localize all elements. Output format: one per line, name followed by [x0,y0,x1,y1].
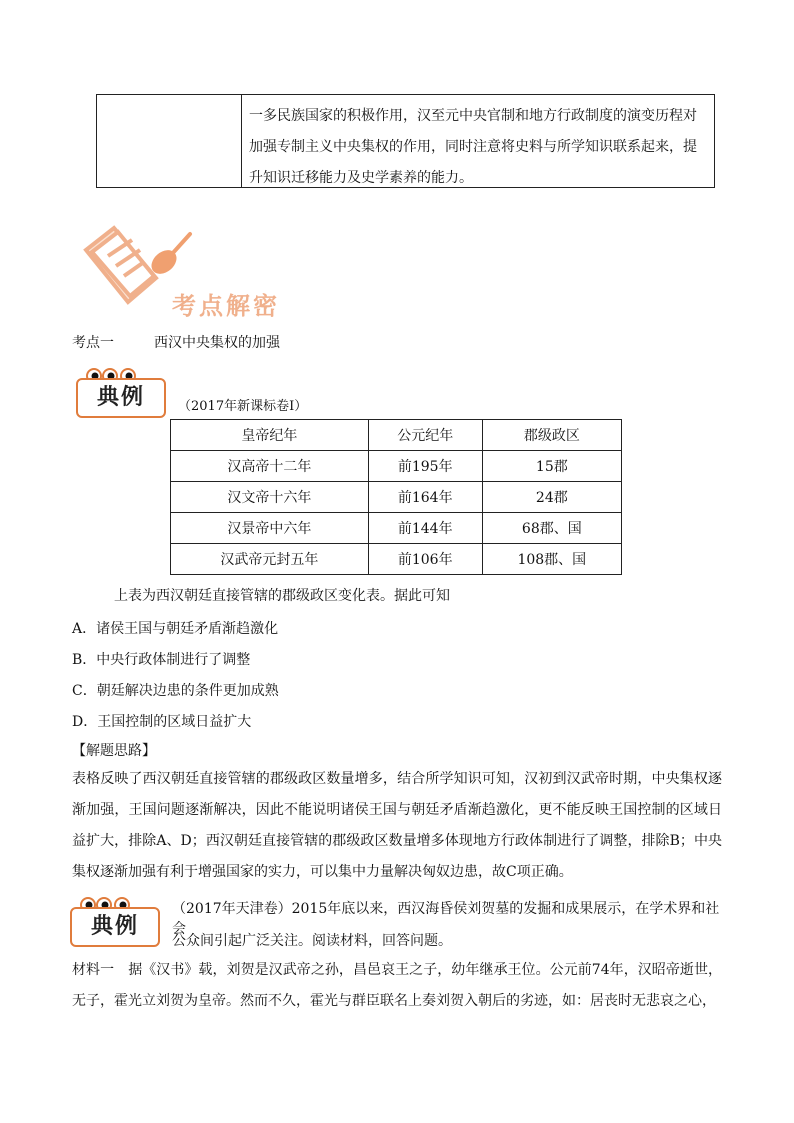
option-a: A．诸侯王国与朝廷矛盾渐趋激化 [72,621,279,637]
option-c: C．朝廷解决边患的条件更加成熟 [72,683,279,699]
requirements-text: 一多民族国家的积极作用，汉至元中央官制和地方行政制度的演变历程对加强专制主义中央集权的作用，同时注意将史料与所学知识联系起来，提升知识迁移能力及史学素养的能力。 [249,108,697,186]
table-cell: 108郡、国 [482,544,621,575]
county-table [170,419,622,575]
table-header: 郡级政区 [482,420,621,451]
analysis-heading: 【解题思路】 [72,743,156,759]
table-cell: 前144年 [368,513,482,544]
table-row [171,513,622,544]
table-cell: 汉武帝元封五年 [171,544,369,575]
table-cell: 汉高帝十二年 [171,451,369,482]
material-text: 材料一 据《汉书》载，刘贺是汉武帝之孙，昌邑哀王之子，幼年继承王位。公元前74年，汉昭帝逝世，无子，霍光立刘贺为皇帝。然而不久，霍光与群臣联名上奏刘贺入朝后的劣迹，如：居丧时无悲哀之心， [72,962,722,1009]
requirements-table [96,94,715,188]
example-badge [76,368,170,420]
analysis-text: 表格反映了西汉朝廷直接管辖的郡级政区数量增多，结合所学知识可知，汉初到汉武帝时期，中央集权逐渐加强，王国问题逐渐解决，因此不能说明诸侯王国与朝廷矛盾渐趋激化，更不能反映王国控制的区域日益扩大，排除A、D；西汉朝廷直接管辖的郡级政区数量增多体现地方行政体制进行了调整，排除B；中央集权逐渐加强有利于增强国家的实力，可以集中力量解决匈奴边患，故C项正确。 [72,771,722,880]
table-divider [241,95,242,187]
option-b: B．中央行政体制进行了调整 [72,652,251,668]
table-row [171,451,622,482]
table-header: 皇帝纪年 [171,420,369,451]
table-cell: 24郡 [482,482,621,513]
table-row [171,544,622,575]
kaodian-heading [72,332,280,352]
table-header: 公元纪年 [368,420,482,451]
example2-intro-line1: （2017年天津卷）2015年底以来，西汉海昏侯刘贺墓的发掘和成果展示，在学术界和社会 [172,901,720,937]
kaodian-title: 西汉中央集权的加强 [154,335,280,351]
example-badge [70,897,164,949]
question-text: 上表为西汉朝廷直接管辖的郡级政区变化表。据此可知 [114,588,450,604]
table-cell: 前106年 [368,544,482,575]
table-row [171,482,622,513]
table-cell: 前195年 [368,451,482,482]
option-d: D．王国控制的区域日益扩大 [72,714,252,730]
example2-intro-line2: 公众间引起广泛关注。阅读材料，回答问题。 [172,933,452,949]
section-banner-title: 考点解密 [172,291,280,320]
table-cell: 前164年 [368,482,482,513]
badge-label: 典例 [76,378,166,418]
table-cell: 汉文帝十六年 [171,482,369,513]
badge-label: 典例 [70,907,160,947]
table-cell: 15郡 [482,451,621,482]
table-cell: 汉景帝中六年 [171,513,369,544]
table-cell: 68郡、国 [482,513,621,544]
kaodian-label: 考点一 [72,335,114,351]
example1-source: （2017年新课标卷Ⅰ） [178,399,308,414]
table-header-row [171,420,622,451]
